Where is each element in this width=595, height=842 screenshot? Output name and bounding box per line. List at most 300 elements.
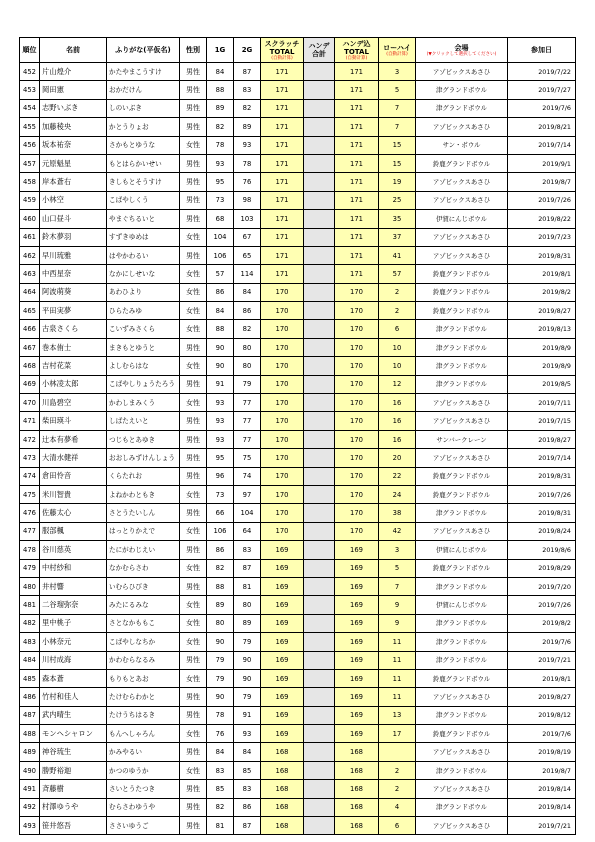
date-cell[interactable]: 2019/7/15 [508, 412, 576, 430]
furigana-cell[interactable]: こばやしりょうたろう [107, 375, 180, 393]
furigana-cell[interactable]: たけむらわかと [107, 688, 180, 706]
gender-cell[interactable]: 女性 [180, 633, 207, 651]
scratch-total-cell: 168 [261, 743, 304, 761]
name-cell[interactable]: 武内晴生 [40, 706, 107, 724]
game2-cell[interactable]: 87 [234, 63, 261, 81]
venue-select-cell[interactable]: 津グランドボウル [416, 504, 508, 522]
furigana-cell[interactable]: かつのゆうか [107, 761, 180, 779]
date-cell[interactable]: 2019/8/27 [508, 302, 576, 320]
venue-select-cell[interactable]: 鈴鹿グランドボウル [416, 467, 508, 485]
game2-cell[interactable]: 82 [234, 320, 261, 338]
game2-cell[interactable]: 87 [234, 559, 261, 577]
game2-cell[interactable]: 80 [234, 596, 261, 614]
date-cell[interactable]: 2019/7/23 [508, 228, 576, 246]
game1-cell[interactable]: 73 [207, 191, 234, 209]
name-cell[interactable]: 岸本蒼右 [40, 173, 107, 191]
name-cell[interactable]: 谷川慈英 [40, 541, 107, 559]
venue-select-cell[interactable]: 鈴鹿グランドボウル [416, 283, 508, 301]
gender-cell[interactable]: 女性 [180, 302, 207, 320]
game1-cell[interactable]: 88 [207, 577, 234, 595]
game1-cell[interactable]: 95 [207, 173, 234, 191]
game2-cell[interactable]: 97 [234, 485, 261, 503]
gender-cell[interactable]: 男性 [180, 504, 207, 522]
venue-select-cell[interactable]: 津グランドボウル [416, 706, 508, 724]
gender-cell[interactable]: 男性 [180, 154, 207, 172]
date-cell[interactable]: 2019/7/26 [508, 485, 576, 503]
name-cell[interactable]: 鈴木夢羽 [40, 228, 107, 246]
name-cell[interactable]: 志野いぶき [40, 99, 107, 117]
name-cell[interactable]: 坂本祐奈 [40, 136, 107, 154]
game1-cell[interactable]: 90 [207, 688, 234, 706]
name-cell[interactable]: 巻本侑士 [40, 338, 107, 356]
name-cell[interactable]: 中村紗和 [40, 559, 107, 577]
furigana-cell[interactable]: かたやまこうすけ [107, 63, 180, 81]
game2-cell[interactable]: 83 [234, 81, 261, 99]
gender-cell[interactable]: 女性 [180, 320, 207, 338]
game1-cell[interactable]: 106 [207, 522, 234, 540]
game1-cell[interactable]: 78 [207, 136, 234, 154]
name-cell[interactable]: 竹村和佳人 [40, 688, 107, 706]
game1-cell[interactable]: 82 [207, 559, 234, 577]
gender-cell[interactable]: 男性 [180, 210, 207, 228]
venue-select-cell[interactable]: 鈴鹿グランドボウル [416, 154, 508, 172]
game2-cell[interactable]: 77 [234, 394, 261, 412]
handicap-sum-cell [304, 430, 335, 448]
gender-cell[interactable]: 男性 [180, 81, 207, 99]
game2-cell[interactable]: 89 [234, 614, 261, 632]
furigana-cell[interactable]: はやかわるい [107, 246, 180, 264]
game1-cell[interactable]: 80 [207, 614, 234, 632]
date-cell[interactable]: 2019/8/31 [508, 246, 576, 264]
venue-select-cell[interactable]: 鈴鹿グランドボウル [416, 302, 508, 320]
game2-cell[interactable]: 77 [234, 412, 261, 430]
date-cell[interactable]: 2019/7/11 [508, 394, 576, 412]
furigana-cell[interactable]: こいずみさくら [107, 320, 180, 338]
game2-cell[interactable]: 64 [234, 522, 261, 540]
gender-cell[interactable]: 男性 [180, 798, 207, 816]
gender-cell[interactable]: 女性 [180, 559, 207, 577]
date-cell[interactable]: 2019/7/20 [508, 577, 576, 595]
venue-select-cell[interactable]: 津グランドボウル [416, 357, 508, 375]
game2-cell[interactable]: 84 [234, 743, 261, 761]
venue-select-cell[interactable]: 津グランドボウル [416, 633, 508, 651]
date-cell[interactable]: 2019/7/21 [508, 817, 576, 835]
game1-cell[interactable]: 104 [207, 228, 234, 246]
gender-cell[interactable]: 男性 [180, 99, 207, 117]
venue-select-cell[interactable]: アゾビックスあさひ [416, 191, 508, 209]
game1-cell[interactable]: 57 [207, 265, 234, 283]
game1-cell[interactable]: 90 [207, 338, 234, 356]
furigana-cell[interactable]: もんへしゃろん [107, 725, 180, 743]
date-cell[interactable]: 2019/8/14 [508, 780, 576, 798]
venue-select-cell[interactable]: 津グランドボウル [416, 651, 508, 669]
gender-cell[interactable]: 男性 [180, 375, 207, 393]
furigana-cell[interactable]: しのいぶき [107, 99, 180, 117]
venue-select-cell[interactable]: 津グランドボウル [416, 99, 508, 117]
furigana-cell[interactable]: なかむらさわ [107, 559, 180, 577]
game1-cell[interactable]: 93 [207, 394, 234, 412]
name-cell[interactable]: 小林奈元 [40, 633, 107, 651]
date-cell[interactable]: 2019/7/27 [508, 81, 576, 99]
furigana-cell[interactable]: しばたえいと [107, 412, 180, 430]
venue-select-cell[interactable]: アゾビックスあさひ [416, 412, 508, 430]
game1-cell[interactable]: 90 [207, 357, 234, 375]
game1-cell[interactable]: 73 [207, 485, 234, 503]
game1-cell[interactable]: 86 [207, 541, 234, 559]
venue-select-cell[interactable]: 鈴鹿グランドボウル [416, 725, 508, 743]
furigana-cell[interactable]: きしもとそうすけ [107, 173, 180, 191]
furigana-cell[interactable]: たにがわじえい [107, 541, 180, 559]
date-cell[interactable]: 2019/7/14 [508, 136, 576, 154]
game2-cell[interactable]: 103 [234, 210, 261, 228]
name-cell[interactable]: 勝野裕迦 [40, 761, 107, 779]
furigana-cell[interactable]: こばやしくう [107, 191, 180, 209]
name-cell[interactable]: 服部楓 [40, 522, 107, 540]
game2-cell[interactable]: 104 [234, 504, 261, 522]
game1-cell[interactable]: 95 [207, 449, 234, 467]
date-cell[interactable]: 2019/8/27 [508, 688, 576, 706]
game2-cell[interactable]: 98 [234, 191, 261, 209]
date-cell[interactable]: 2019/8/21 [508, 118, 576, 136]
game1-cell[interactable]: 79 [207, 669, 234, 687]
date-cell[interactable]: 2019/8/19 [508, 743, 576, 761]
gender-cell[interactable]: 女性 [180, 357, 207, 375]
gender-cell[interactable]: 女性 [180, 669, 207, 687]
game2-cell[interactable]: 77 [234, 430, 261, 448]
furigana-cell[interactable]: はっとりかえで [107, 522, 180, 540]
venue-select-cell[interactable]: 鈴鹿グランドボウル [416, 485, 508, 503]
name-cell[interactable]: モンヘシャロン [40, 725, 107, 743]
date-cell[interactable]: 2019/8/2 [508, 283, 576, 301]
gender-cell[interactable]: 男性 [180, 467, 207, 485]
game2-cell[interactable]: 86 [234, 798, 261, 816]
gender-cell[interactable]: 女性 [180, 761, 207, 779]
handicap-sum-cell [304, 541, 335, 559]
date-cell[interactable]: 2019/8/22 [508, 210, 576, 228]
name-cell[interactable]: 山口昼斗 [40, 210, 107, 228]
game2-cell[interactable]: 65 [234, 246, 261, 264]
name-cell[interactable]: 川村成海 [40, 651, 107, 669]
name-cell[interactable]: 米川智貴 [40, 485, 107, 503]
gender-cell[interactable]: 女性 [180, 136, 207, 154]
venue-select-cell[interactable]: 鈴鹿グランドボウル [416, 669, 508, 687]
game1-cell[interactable]: 89 [207, 596, 234, 614]
date-cell[interactable]: 2019/8/9 [508, 357, 576, 375]
venue-select-cell[interactable]: 津グランドボウル [416, 614, 508, 632]
name-cell[interactable]: 岡田憲 [40, 81, 107, 99]
date-cell[interactable]: 2019/7/26 [508, 596, 576, 614]
venue-select-cell[interactable]: アゾビックスあさひ [416, 780, 508, 798]
gender-cell[interactable]: 女性 [180, 522, 207, 540]
game2-cell[interactable]: 90 [234, 651, 261, 669]
game2-cell[interactable]: 87 [234, 817, 261, 835]
furigana-cell[interactable]: おかだけん [107, 81, 180, 99]
game1-cell[interactable]: 96 [207, 467, 234, 485]
venue-select-cell[interactable]: アゾビックスあさひ [416, 118, 508, 136]
name-cell[interactable]: 元原魁星 [40, 154, 107, 172]
game1-cell[interactable]: 89 [207, 99, 234, 117]
game2-cell[interactable]: 81 [234, 577, 261, 595]
game1-cell[interactable]: 93 [207, 412, 234, 430]
game2-cell[interactable]: 89 [234, 118, 261, 136]
furigana-cell[interactable]: ささいゆうご [107, 817, 180, 835]
game2-cell[interactable]: 79 [234, 375, 261, 393]
gender-cell[interactable]: 女性 [180, 228, 207, 246]
date-cell[interactable]: 2019/8/13 [508, 320, 576, 338]
handicap-total-cell: 169 [335, 541, 379, 559]
gender-cell[interactable]: 男性 [180, 63, 207, 81]
venue-select-cell[interactable]: 津グランドボウル [416, 338, 508, 356]
date-cell[interactable]: 2019/7/6 [508, 633, 576, 651]
venue-select-cell[interactable]: 伊賀にんじボウル [416, 541, 508, 559]
date-cell[interactable]: 2019/8/7 [508, 761, 576, 779]
game2-cell[interactable]: 79 [234, 688, 261, 706]
furigana-cell[interactable]: よしむらはな [107, 357, 180, 375]
game2-cell[interactable]: 76 [234, 173, 261, 191]
date-cell[interactable]: 2019/8/1 [508, 265, 576, 283]
game1-cell[interactable]: 93 [207, 154, 234, 172]
venue-select-cell[interactable]: 鈴鹿グランドボウル [416, 265, 508, 283]
venue-select-cell[interactable]: アゾビックスあさひ [416, 173, 508, 191]
name-cell[interactable]: 斉藤樹 [40, 780, 107, 798]
gender-cell[interactable]: 女性 [180, 614, 207, 632]
name-cell[interactable]: 二谷瑠弥奈 [40, 596, 107, 614]
game1-cell[interactable]: 84 [207, 743, 234, 761]
name-cell[interactable]: 佐藤太心 [40, 504, 107, 522]
furigana-cell[interactable]: みたにるみな [107, 596, 180, 614]
game2-cell[interactable]: 80 [234, 357, 261, 375]
furigana-cell[interactable]: もりもとあお [107, 669, 180, 687]
gender-cell[interactable]: 男性 [180, 412, 207, 430]
game1-cell[interactable]: 66 [207, 504, 234, 522]
venue-select-cell[interactable]: アゾビックスあさひ [416, 449, 508, 467]
game1-cell[interactable]: 83 [207, 761, 234, 779]
name-cell[interactable]: 笹井悠吾 [40, 817, 107, 835]
gender-cell[interactable]: 男性 [180, 246, 207, 264]
furigana-cell[interactable]: かみやるい [107, 743, 180, 761]
gender-cell[interactable]: 男性 [180, 449, 207, 467]
venue-select-cell[interactable]: 津グランドボウル [416, 320, 508, 338]
furigana-cell[interactable]: かわしまみくう [107, 394, 180, 412]
date-cell[interactable]: 2019/8/24 [508, 522, 576, 540]
date-cell[interactable]: 2019/8/6 [508, 541, 576, 559]
date-cell[interactable]: 2019/7/14 [508, 449, 576, 467]
name-cell[interactable]: 加藤稜央 [40, 118, 107, 136]
game2-cell[interactable]: 85 [234, 761, 261, 779]
game1-cell[interactable]: 84 [207, 302, 234, 320]
name-cell[interactable]: 辻本有夢希 [40, 430, 107, 448]
name-cell[interactable]: 森本蒼 [40, 669, 107, 687]
venue-select-cell[interactable]: サン・ボウル [416, 136, 508, 154]
venue-select-cell[interactable]: アゾビックスあさひ [416, 228, 508, 246]
name-cell[interactable]: 大清水健祥 [40, 449, 107, 467]
date-cell[interactable]: 2019/7/21 [508, 651, 576, 669]
date-cell[interactable]: 2019/8/9 [508, 338, 576, 356]
name-cell[interactable]: 中西星奈 [40, 265, 107, 283]
gender-cell[interactable]: 男性 [180, 577, 207, 595]
gender-cell[interactable]: 女性 [180, 394, 207, 412]
game2-cell[interactable]: 82 [234, 99, 261, 117]
venue-select-cell[interactable]: 伊賀にんじボウル [416, 596, 508, 614]
venue-select-cell[interactable]: アゾビックスあさひ [416, 246, 508, 264]
name-cell[interactable]: 川島碧空 [40, 394, 107, 412]
date-cell[interactable]: 2019/8/31 [508, 467, 576, 485]
date-cell[interactable]: 2019/7/26 [508, 191, 576, 209]
gender-cell[interactable]: 男性 [180, 688, 207, 706]
date-cell[interactable]: 2019/8/14 [508, 798, 576, 816]
game2-cell[interactable]: 79 [234, 633, 261, 651]
game2-cell[interactable]: 74 [234, 467, 261, 485]
name-cell[interactable]: 神谷琉生 [40, 743, 107, 761]
venue-select-cell[interactable]: 津グランドボウル [416, 375, 508, 393]
gender-cell[interactable]: 男性 [180, 338, 207, 356]
date-cell[interactable]: 2019/8/27 [508, 430, 576, 448]
game1-cell[interactable]: 86 [207, 283, 234, 301]
furigana-cell[interactable]: むらさわゆうや [107, 798, 180, 816]
gender-cell[interactable]: 男性 [180, 817, 207, 835]
furigana-cell[interactable]: やまぐちるいと [107, 210, 180, 228]
date-cell[interactable]: 2019/7/22 [508, 63, 576, 81]
furigana-cell[interactable]: よねかわともき [107, 485, 180, 503]
game2-cell[interactable]: 114 [234, 265, 261, 283]
furigana-cell[interactable]: もとはらかいせい [107, 154, 180, 172]
furigana-cell[interactable]: あわひより [107, 283, 180, 301]
game1-cell[interactable]: 78 [207, 706, 234, 724]
date-cell[interactable]: 2019/8/5 [508, 375, 576, 393]
game1-cell[interactable]: 68 [207, 210, 234, 228]
furigana-cell[interactable]: たけうちはるき [107, 706, 180, 724]
game2-cell[interactable]: 91 [234, 706, 261, 724]
name-cell[interactable]: 吉村花菜 [40, 357, 107, 375]
date-cell[interactable]: 2019/8/12 [508, 706, 576, 724]
game2-cell[interactable]: 80 [234, 338, 261, 356]
furigana-cell[interactable]: さとうたいしん [107, 504, 180, 522]
gender-cell[interactable]: 男性 [180, 430, 207, 448]
gender-cell[interactable]: 男性 [180, 118, 207, 136]
name-cell[interactable]: 倉田怜音 [40, 467, 107, 485]
furigana-cell[interactable]: ひらたみゆ [107, 302, 180, 320]
venue-select-cell[interactable]: アゾビックスあさひ [416, 817, 508, 835]
game1-cell[interactable]: 106 [207, 246, 234, 264]
game1-cell[interactable]: 81 [207, 817, 234, 835]
venue-select-cell[interactable]: 津グランドボウル [416, 577, 508, 595]
furigana-cell[interactable]: さとなかももこ [107, 614, 180, 632]
game1-cell[interactable]: 79 [207, 651, 234, 669]
venue-select-cell[interactable]: アゾビックスあさひ [416, 63, 508, 81]
date-cell[interactable]: 2019/8/31 [508, 504, 576, 522]
game1-cell[interactable]: 91 [207, 375, 234, 393]
gender-cell[interactable]: 女性 [180, 725, 207, 743]
gender-cell[interactable]: 女性 [180, 265, 207, 283]
name-cell[interactable]: 井村響 [40, 577, 107, 595]
furigana-cell[interactable]: こばやしなちか [107, 633, 180, 651]
gender-cell[interactable]: 男性 [180, 780, 207, 798]
gender-cell[interactable]: 男性 [180, 743, 207, 761]
game2-cell[interactable]: 86 [234, 302, 261, 320]
furigana-cell[interactable]: すずきゆめは [107, 228, 180, 246]
name-cell[interactable]: 平田実夢 [40, 302, 107, 320]
gender-cell[interactable]: 女性 [180, 596, 207, 614]
name-cell[interactable]: 古泉さくら [40, 320, 107, 338]
gender-cell[interactable]: 男性 [180, 651, 207, 669]
game1-cell[interactable]: 84 [207, 63, 234, 81]
name-cell[interactable]: 村澤ゆうや [40, 798, 107, 816]
game2-cell[interactable]: 67 [234, 228, 261, 246]
venue-select-cell[interactable]: 津グランドボウル [416, 798, 508, 816]
game1-cell[interactable]: 93 [207, 430, 234, 448]
game2-cell[interactable]: 83 [234, 541, 261, 559]
venue-select-cell[interactable]: アゾビックスあさひ [416, 688, 508, 706]
furigana-cell[interactable]: まきもとゆうと [107, 338, 180, 356]
venue-select-cell[interactable]: アゾビックスあさひ [416, 394, 508, 412]
gender-cell[interactable]: 女性 [180, 485, 207, 503]
handicap-sum-cell [304, 504, 335, 522]
furigana-cell[interactable]: さかもとゆうな [107, 136, 180, 154]
name-cell[interactable]: 小林凌太郎 [40, 375, 107, 393]
game2-cell[interactable]: 83 [234, 780, 261, 798]
name-cell[interactable]: 阿波萌葵 [40, 283, 107, 301]
venue-select-cell[interactable]: 津グランドボウル [416, 81, 508, 99]
date-cell[interactable]: 2019/8/1 [508, 669, 576, 687]
game1-cell[interactable]: 85 [207, 780, 234, 798]
gender-cell[interactable]: 男性 [180, 191, 207, 209]
furigana-cell[interactable]: つじもとあゆき [107, 430, 180, 448]
venue-select-cell[interactable]: アゾビックスあさひ [416, 522, 508, 540]
furigana-cell[interactable]: いむらひびき [107, 577, 180, 595]
gender-cell[interactable]: 男性 [180, 706, 207, 724]
game1-cell[interactable]: 90 [207, 633, 234, 651]
furigana-cell[interactable]: くらたれお [107, 467, 180, 485]
game2-cell[interactable]: 78 [234, 154, 261, 172]
game1-cell[interactable]: 88 [207, 81, 234, 99]
gender-cell[interactable]: 男性 [180, 541, 207, 559]
game1-cell[interactable]: 88 [207, 320, 234, 338]
date-cell[interactable]: 2019/9/1 [508, 154, 576, 172]
date-cell[interactable]: 2019/7/6 [508, 725, 576, 743]
venue-select-cell[interactable]: 津グランドボウル [416, 761, 508, 779]
venue-select-cell[interactable]: 鈴鹿グランドボウル [416, 559, 508, 577]
furigana-cell[interactable]: なかにしせいな [107, 265, 180, 283]
date-cell[interactable]: 2019/7/6 [508, 99, 576, 117]
game2-cell[interactable]: 93 [234, 725, 261, 743]
game2-cell[interactable]: 75 [234, 449, 261, 467]
furigana-cell[interactable]: おおしみずけんしょう [107, 449, 180, 467]
venue-select-cell[interactable]: サンバークレーン [416, 430, 508, 448]
game2-cell[interactable]: 93 [234, 136, 261, 154]
handicap-sum-cell [304, 228, 335, 246]
game1-cell[interactable]: 82 [207, 798, 234, 816]
gender-cell[interactable]: 男性 [180, 173, 207, 191]
furigana-cell[interactable]: かとうりょお [107, 118, 180, 136]
venue-select-cell[interactable]: アゾビックスあさひ [416, 743, 508, 761]
name-cell[interactable]: 小林空 [40, 191, 107, 209]
game1-cell[interactable]: 82 [207, 118, 234, 136]
game2-cell[interactable]: 84 [234, 283, 261, 301]
name-cell[interactable]: 片山煌介 [40, 63, 107, 81]
name-cell[interactable]: 里中桃子 [40, 614, 107, 632]
game1-cell[interactable]: 76 [207, 725, 234, 743]
furigana-cell[interactable]: さいとうたつき [107, 780, 180, 798]
name-cell[interactable]: 早川琉雅 [40, 246, 107, 264]
furigana-cell[interactable]: かわむらなるみ [107, 651, 180, 669]
date-cell[interactable]: 2019/8/29 [508, 559, 576, 577]
name-cell[interactable]: 柴田瑛斗 [40, 412, 107, 430]
venue-select-cell[interactable]: 伊賀にんじボウル [416, 210, 508, 228]
game2-cell[interactable]: 90 [234, 669, 261, 687]
gender-cell[interactable]: 女性 [180, 283, 207, 301]
date-cell[interactable]: 2019/8/7 [508, 173, 576, 191]
date-cell[interactable]: 2019/8/2 [508, 614, 576, 632]
